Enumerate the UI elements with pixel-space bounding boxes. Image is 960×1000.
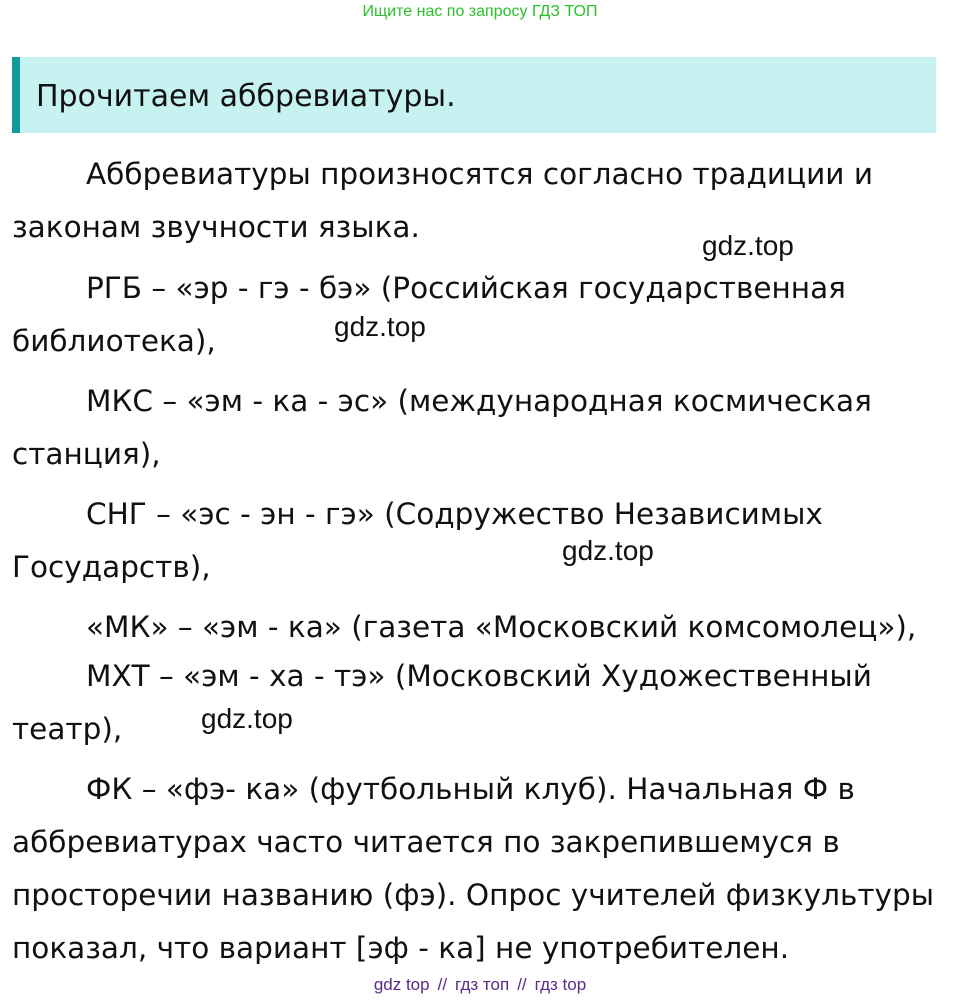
paragraph-mht — [12, 650, 942, 756]
paragraph-text: МКС – «эм - ка - эс» (международная космическая станция), — [12, 384, 872, 471]
separator: // — [517, 975, 527, 994]
watermark: gdz.top — [201, 703, 293, 734]
watermark: gdz.top — [334, 311, 426, 342]
bottom-link-gdz-top-mixed[interactable]: гдз top — [534, 975, 587, 994]
paragraph-text: «МК» – «эм - ка» (газета «Московский комсомолец»), — [86, 610, 917, 644]
watermark: gdz.top — [562, 535, 654, 566]
paragraph-text: СНГ – «эс - эн - гэ» (Содружество Независимых Государств), — [12, 497, 823, 584]
bottom-link-gdz-top[interactable]: gdz top — [373, 975, 430, 994]
paragraph-text: Аббревиатуры произносятся согласно традиции и законам звучности языка. — [12, 157, 874, 244]
paragraph-text: ФК – «фэ- ка» (футбольный клуб). Начальная Ф в аббревиатурах часто читается по закрепившемуся в просторечии названию (фэ). Опрос учителей физкультуры показал, что вариант [эф - ка] не употребителен. — [12, 772, 934, 965]
top-banner: Ищите нас по запросу ГДЗ ТОП — [362, 3, 598, 20]
paragraph-mk — [12, 601, 942, 654]
bottom-link-gdz-top-ru[interactable]: гдз топ — [455, 975, 510, 994]
watermark: gdz.top — [702, 230, 794, 261]
paragraph-fk — [12, 763, 942, 975]
paragraph-mks — [12, 375, 942, 481]
paragraph-text: МХТ – «эм - ха - тэ» (Московский Художественный театр), — [12, 659, 872, 746]
separator: // — [437, 975, 448, 994]
paragraph-text: РГБ – «эр - гэ - бэ» (Российская государственная библиотека), — [12, 271, 846, 358]
title-box — [12, 57, 936, 133]
bottom-links — [0, 973, 960, 997]
paragraph-sng — [12, 488, 942, 594]
paragraph-rgb — [12, 262, 942, 368]
paragraph-intro — [12, 148, 942, 254]
page-title: Прочитаем аббревиатуры. — [36, 79, 456, 114]
